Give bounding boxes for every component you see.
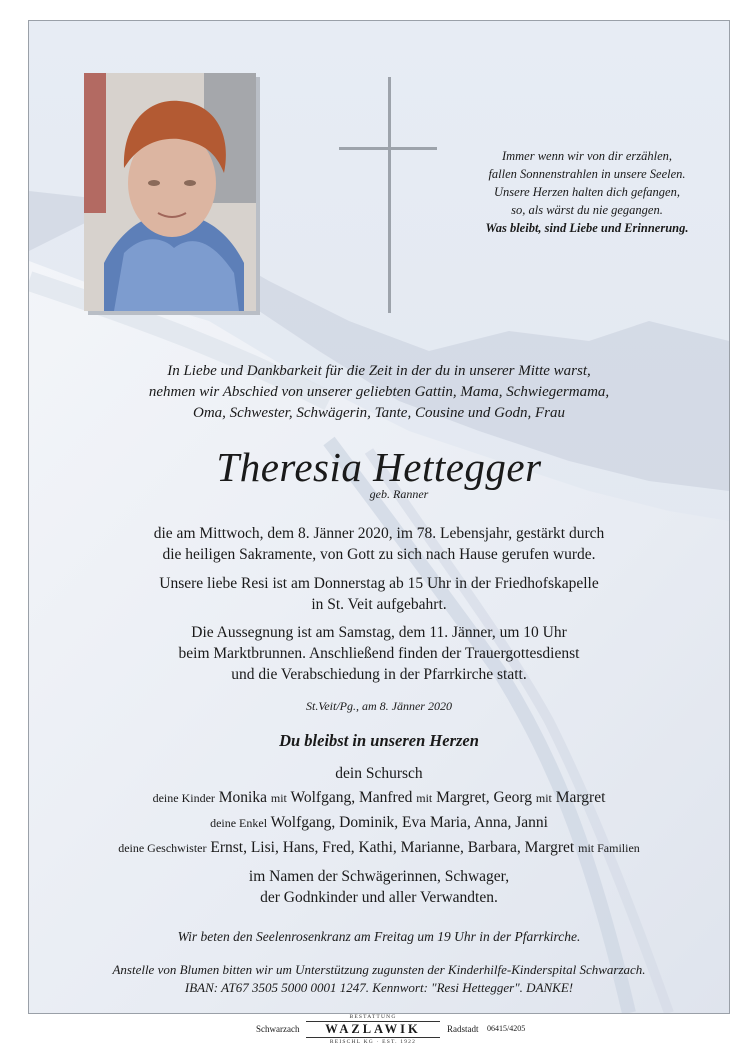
husband-text: dein Schursch [335,765,423,782]
mourner-others-line: im Namen der Schwägerinnen, Schwager, [248,868,510,885]
death-notice-line: die heiligen Sakramente, von Gott zu sich nach Hause gerufen wurde. [162,546,596,563]
intro-line: In Liebe und Dankbarkeit für die Zeit in der du in unserer Mitte warst, [167,363,591,379]
mourner-siblings [29,837,729,859]
viewing-line: in St. Veit aufgebahrt. [311,596,447,613]
poem-line: fallen Sonnenstrahlen in unsere Seelen. [488,167,686,181]
ceremony-line: beim Marktbrunnen. Anschließend finden der Trauergottesdienst [178,645,580,662]
children-prefix: deine Kinder [152,791,215,805]
obituary-card [28,20,730,1014]
donation-notice [29,961,729,997]
connector: mit [270,791,287,805]
intro-line: Oma, Schwester, Schwägerin, Tante, Cousine und Godn, Frau [193,405,565,421]
donation-line: IBAN: AT67 3505 5000 0001 1247. Kennwort: "Resi Hettegger". DANKE! [184,980,574,995]
grandchildren-prefix: deine Enkel [210,816,268,830]
intro-text [29,361,729,424]
rosary-notice: Wir beten den Seelenrosenkranz am Freitag um 19 Uhr in der Pfarrkirche. [177,929,581,944]
child-spouse-name: Wolfgang, [290,789,356,806]
siblings-prefix: deine Geschwister [118,841,207,855]
poem-closing: Was bleibt, sind Liebe und Erinnerung. [485,221,689,235]
mourner-others-line: der Godnkinder und aller Verwandten. [260,889,498,906]
child-name: Georg [493,789,532,806]
child-spouse-name: Margret, [436,789,490,806]
footer-right-town: Radstadt [447,1024,479,1034]
poem-line: Unsere Herzen halten dich gefangen, [494,185,680,199]
poem-line: Immer wenn wir von dir erzählen, [501,149,673,163]
grandchildren-names: Wolfgang, Dominik, Eva Maria, Anna, Janni [270,814,548,831]
intro-line: nehmen wir Abschied von unserer geliebten Gattin, Mama, Schwiegermama, [148,384,610,400]
viewing-notice [29,573,729,615]
portrait-photo [84,73,256,311]
connector: mit [416,791,433,805]
siblings-suffix: mit Familien [578,841,640,855]
death-notice [29,523,729,565]
funeral-home-footer [0,1014,750,1054]
child-name: Monika [218,789,267,806]
footer-phone: 06415/4205 [487,1024,526,1033]
logo-brand: WAZLAWIK [306,1021,440,1038]
siblings-names: Ernst, Lisi, Hans, Fred, Kathi, Marianne, Barbara, Margret [210,839,575,856]
poem [439,147,730,237]
ceremony-line: und die Verabschiedung in der Pfarrkirche statt. [231,666,527,683]
deceased-name: Theresia Hettegger [216,444,542,490]
mourner-children [29,787,729,809]
place-date: St.Veit/Pg., am 8. Jänner 2020 [306,699,452,713]
mourner-husband [29,763,729,784]
poem-line: so, als wärst du nie gegangen. [511,203,663,217]
child-spouse-name: Margret [555,789,606,806]
ceremony-line: Die Aussegnung ist am Samstag, dem 11. Jänner, um 10 Uhr [191,624,567,641]
mourner-grandchildren [29,812,729,834]
ceremony-notice [29,622,729,685]
funeral-home-logo [306,1014,440,1045]
cross-vertical [388,77,391,313]
death-notice-line: die am Mittwoch, dem 8. Jänner 2020, im 78. Lebensjahr, gestärkt durch [153,525,605,542]
stay-line: Du bleibst in unseren Herzen [279,731,479,750]
donation-line: Anstelle von Blumen bitten wir um Unterstützung zugunsten der Kinderhilfe-Kinderspital Schwarzach. [112,962,646,977]
birth-name: geb. Ranner [369,487,429,501]
logo-bottom-text: REISCHL KG · EST. 1922 [329,1039,417,1045]
footer-left-town: Schwarzach [256,1024,300,1034]
viewing-line: Unsere liebe Resi ist am Donnerstag ab 15 Uhr in der Friedhofskapelle [159,575,599,592]
connector: mit [535,791,552,805]
cross-horizontal [339,147,437,150]
logo-top-text: BESTATTUNG [349,1014,397,1020]
child-name: Manfred [358,789,413,806]
